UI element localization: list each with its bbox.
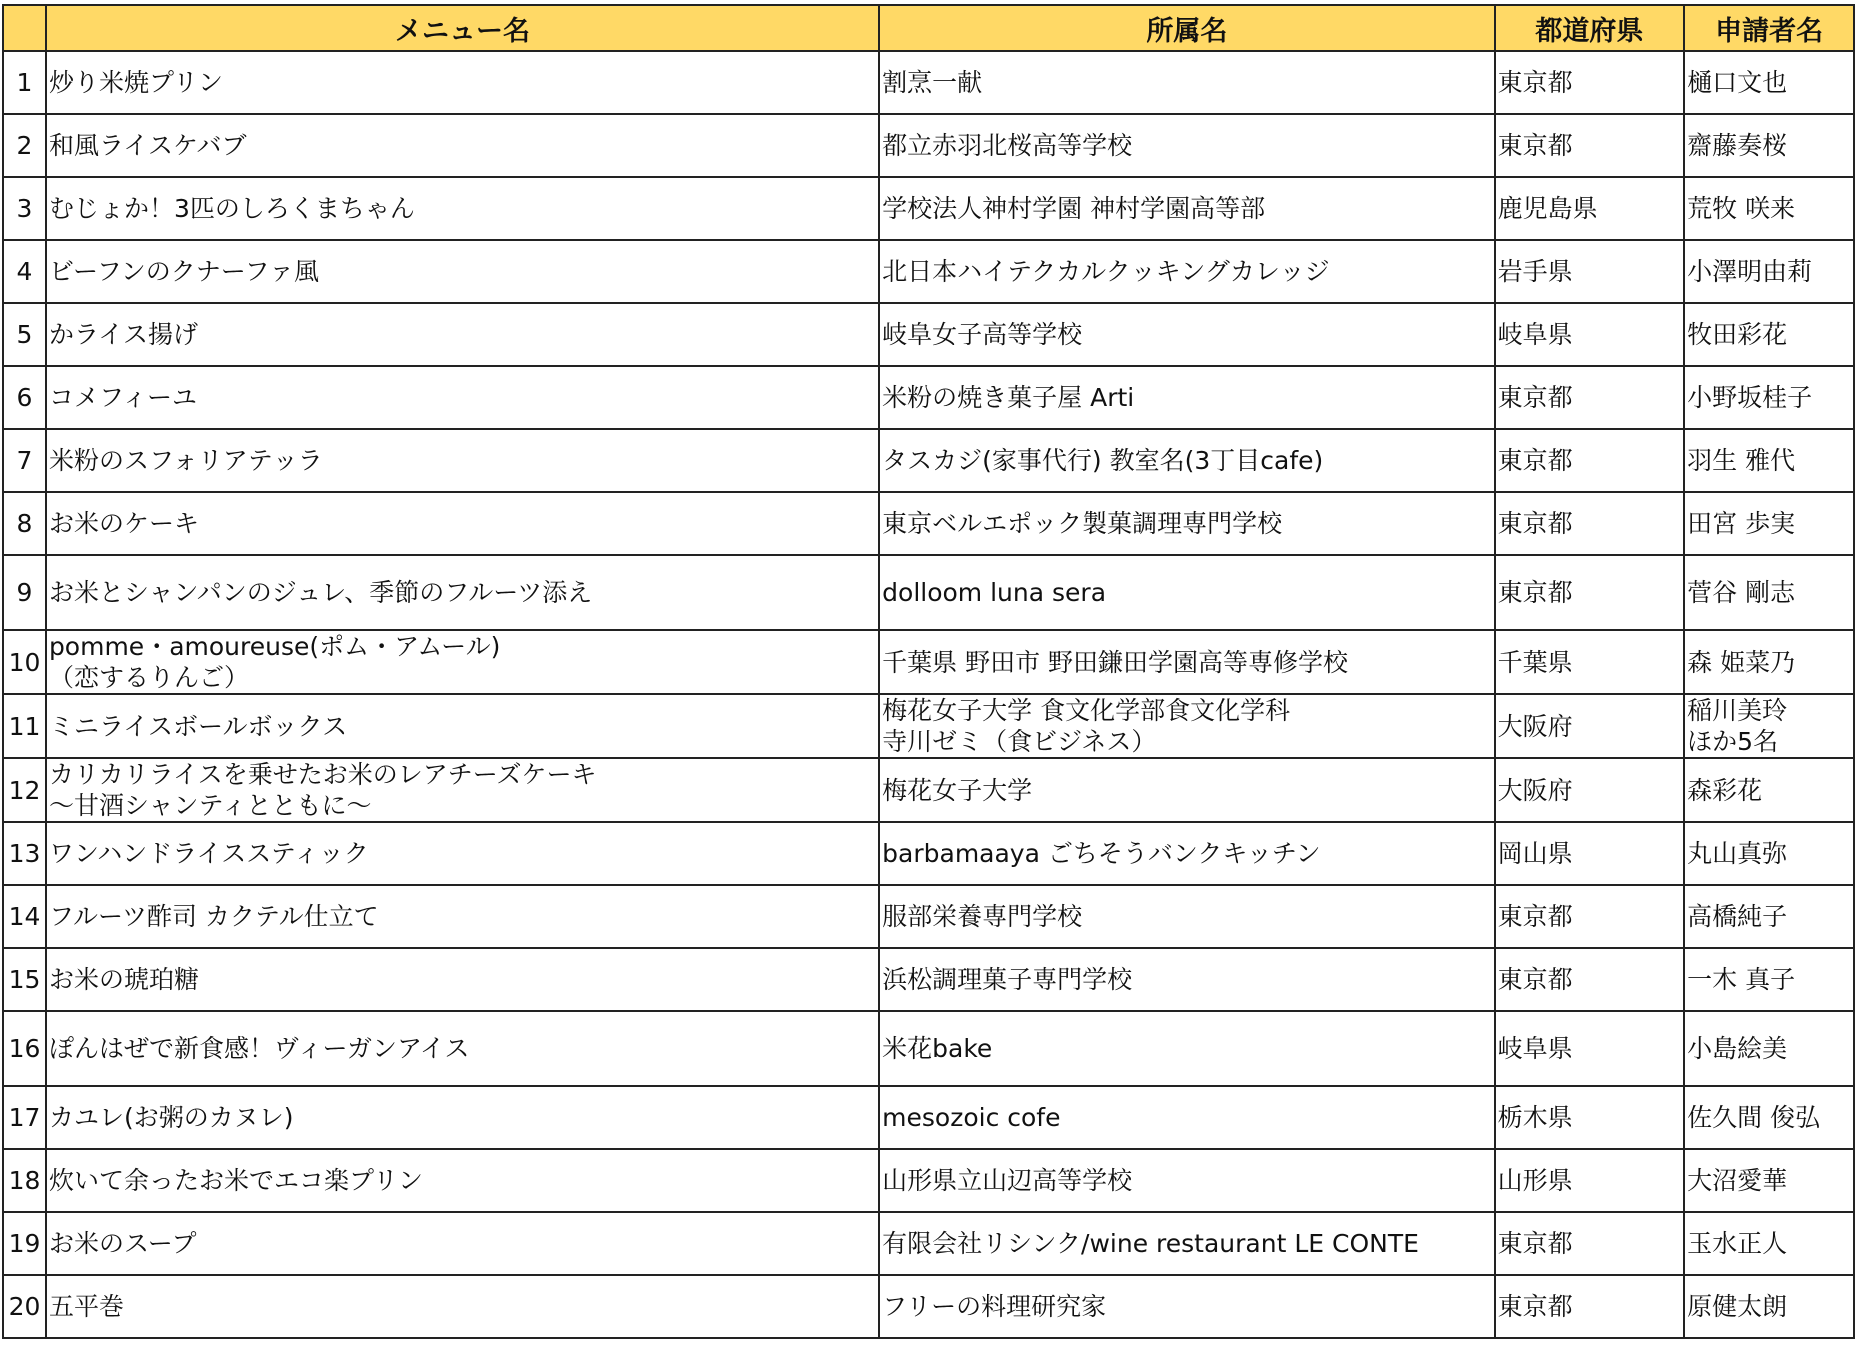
prefecture-cell: 東京都 [1495, 114, 1685, 177]
prefecture-cell: 東京都 [1495, 492, 1685, 555]
table-row [3, 555, 1854, 630]
prefecture-cell: 千葉県 [1495, 630, 1685, 694]
row-number-cell: 16 [3, 1011, 46, 1086]
table-row [3, 948, 1854, 1011]
row-number-cell: 19 [3, 1212, 46, 1275]
affiliation-cell [879, 114, 1495, 177]
applicant-line: 森 姫菜乃 [1687, 647, 1796, 677]
applicant-cell [1684, 429, 1854, 492]
org-line: フリーの料理研究家 [882, 1292, 1107, 1321]
row-number-cell: 4 [3, 240, 46, 303]
menu-table [2, 4, 1855, 1339]
prefecture-cell: 東京都 [1495, 948, 1685, 1011]
affiliation-cell [879, 1086, 1495, 1149]
row-number-cell: 9 [3, 555, 46, 630]
menu-line: 炒り米焼プリン [48, 68, 223, 97]
row-number-cell: 11 [3, 694, 46, 758]
table-row [3, 429, 1854, 492]
menu-line: お米の琥珀糖 [48, 965, 199, 994]
prefecture-cell: 東京都 [1495, 885, 1685, 948]
applicant-cell [1684, 1149, 1854, 1212]
prefecture-cell: 東京都 [1495, 1275, 1685, 1338]
org-line: 浜松調理菓子専門学校 [882, 965, 1133, 994]
applicant-line: 小澤明由莉 [1687, 257, 1813, 286]
org-line: 梅花女子大学 [882, 775, 1033, 805]
affiliation-cell [879, 303, 1495, 366]
table-row [3, 303, 1854, 366]
table-row [3, 240, 1854, 303]
applicant-line: 森彩花 [1687, 775, 1763, 805]
applicant-cell [1684, 114, 1854, 177]
table-row [3, 114, 1854, 177]
affiliation-cell [879, 51, 1495, 114]
menu-name-cell [46, 114, 879, 177]
menu-name-cell [46, 885, 879, 948]
menu-name-cell [46, 1149, 879, 1212]
menu-name-cell [46, 555, 879, 630]
org-line: 梅花女子大学 食文化学部食文化学科 [882, 696, 1291, 725]
org-line: 山形県立山辺高等学校 [882, 1166, 1133, 1195]
applicant-line: 原健太朗 [1687, 1292, 1788, 1321]
prefecture-cell: 東京都 [1495, 1212, 1685, 1275]
affiliation-cell [879, 630, 1495, 694]
prefecture-cell: 岐阜県 [1495, 303, 1685, 366]
menu-line: かライス揚げ [48, 320, 198, 349]
row-number-cell: 8 [3, 492, 46, 555]
prefecture-cell: 岐阜県 [1495, 1011, 1685, 1086]
table-row [3, 366, 1854, 429]
applicant-cell [1684, 948, 1854, 1011]
menu-name-cell [46, 303, 879, 366]
affiliation-cell [879, 429, 1495, 492]
table-row [3, 51, 1854, 114]
applicant-cell [1684, 51, 1854, 114]
row-number-cell: 17 [3, 1086, 46, 1149]
table-row [3, 492, 1854, 555]
table-body [3, 51, 1854, 1338]
affiliation-cell [879, 1212, 1495, 1275]
org-line: 千葉県 野田市 野田鎌田学園高等専修学校 [882, 647, 1349, 677]
header-applicant: 申請者名 [1684, 5, 1854, 51]
menu-name-cell [46, 1011, 879, 1086]
applicant-line: 荒牧 咲来 [1687, 194, 1796, 223]
menu-name-cell [46, 1086, 879, 1149]
applicant-cell [1684, 630, 1854, 694]
table-row [3, 1149, 1854, 1212]
prefecture-cell: 山形県 [1495, 1149, 1685, 1212]
org-line: 岐阜女子高等学校 [882, 320, 1083, 349]
applicant-cell [1684, 822, 1854, 885]
menu-line: pomme・amoureuse(ポム・アムール) [48, 632, 501, 661]
row-number-cell: 20 [3, 1275, 46, 1338]
applicant-line: 玉水正人 [1687, 1229, 1788, 1258]
menu-line: ～甘酒シャンティとともに～ [48, 791, 372, 820]
table-row [3, 758, 1854, 822]
applicant-line: 高橋純子 [1687, 902, 1788, 931]
applicant-line: 大沼愛華 [1687, 1166, 1788, 1195]
affiliation-cell [879, 240, 1495, 303]
applicant-cell [1684, 555, 1854, 630]
menu-line: ミニライスボールボックス [48, 711, 348, 741]
header-prefecture: 都道府県 [1495, 5, 1685, 51]
affiliation-cell [879, 1275, 1495, 1338]
org-line: 北日本ハイテクカルクッキングカレッジ [882, 257, 1330, 286]
prefecture-cell: 岡山県 [1495, 822, 1685, 885]
applicant-line: 樋口文也 [1687, 68, 1788, 97]
table-row [3, 630, 1854, 694]
prefecture-cell: 大阪府 [1495, 758, 1685, 822]
org-line: 学校法人神村学園 神村学園高等部 [882, 194, 1266, 223]
org-line: タスカジ(家事代行) 教室名(3丁目cafe) [882, 446, 1324, 475]
affiliation-cell [879, 555, 1495, 630]
row-number-cell: 12 [3, 758, 46, 822]
applicant-cell [1684, 885, 1854, 948]
affiliation-cell [879, 694, 1495, 758]
applicant-line: 羽生 雅代 [1687, 446, 1796, 475]
menu-name-cell [46, 177, 879, 240]
applicant-cell [1684, 177, 1854, 240]
menu-name-cell [46, 758, 879, 822]
row-number-cell: 5 [3, 303, 46, 366]
prefecture-cell: 栃木県 [1495, 1086, 1685, 1149]
applicant-cell [1684, 1086, 1854, 1149]
org-line: 都立赤羽北桜高等学校 [882, 131, 1133, 160]
prefecture-cell: 東京都 [1495, 366, 1685, 429]
applicant-line: 丸山真弥 [1687, 839, 1788, 868]
affiliation-cell [879, 1149, 1495, 1212]
affiliation-cell [879, 177, 1495, 240]
menu-line: 和風ライスケバブ [48, 131, 247, 160]
applicant-line: 小野坂桂子 [1687, 383, 1813, 412]
menu-name-cell [46, 492, 879, 555]
header-row [3, 5, 1854, 51]
applicant-cell [1684, 758, 1854, 822]
menu-name-cell [46, 948, 879, 1011]
org-line: 有限会社リシンク/wine restaurant LE CONTE [882, 1229, 1419, 1258]
menu-name-cell [46, 822, 879, 885]
table-row [3, 1212, 1854, 1275]
org-line: 服部栄養専門学校 [882, 902, 1083, 931]
menu-line: ワンハンドライススティック [48, 839, 369, 868]
menu-line: お米のケーキ [48, 509, 199, 538]
menu-line: 米粉のスフォリアテッラ [48, 446, 323, 475]
affiliation-cell [879, 822, 1495, 885]
applicant-line: 一木 真子 [1687, 965, 1796, 994]
menu-name-cell [46, 240, 879, 303]
row-number-cell: 3 [3, 177, 46, 240]
org-line: 割烹一献 [882, 68, 983, 97]
applicant-line: 牧田彩花 [1687, 320, 1788, 349]
menu-line: （恋するりんご） [48, 663, 249, 692]
row-number-cell: 15 [3, 948, 46, 1011]
affiliation-cell [879, 885, 1495, 948]
row-number-cell: 6 [3, 366, 46, 429]
prefecture-cell: 岩手県 [1495, 240, 1685, 303]
header-menu-name: メニュー名 [46, 5, 879, 51]
org-line: dolloom luna sera [882, 578, 1107, 607]
row-number-cell: 2 [3, 114, 46, 177]
prefecture-cell: 東京都 [1495, 555, 1685, 630]
org-line: 東京ベルエポック製菓調理専門学校 [882, 509, 1283, 538]
row-number-cell: 18 [3, 1149, 46, 1212]
menu-line: フルーツ酢司 カクテル仕立て [48, 902, 379, 931]
applicant-cell [1684, 1275, 1854, 1338]
header-affiliation: 所属名 [879, 5, 1495, 51]
applicant-cell [1684, 303, 1854, 366]
table-row [3, 694, 1854, 758]
table-row [3, 1275, 1854, 1338]
applicant-cell [1684, 366, 1854, 429]
row-number-cell: 1 [3, 51, 46, 114]
menu-line: お米とシャンパンのジュレ、季節のフルーツ添え [48, 578, 593, 607]
affiliation-cell [879, 366, 1495, 429]
affiliation-cell [879, 758, 1495, 822]
menu-line: お米のスープ [48, 1229, 197, 1258]
org-line: mesozoic cofe [882, 1103, 1061, 1132]
prefecture-cell: 鹿児島県 [1495, 177, 1685, 240]
menu-name-cell [46, 1275, 879, 1338]
table-row [3, 822, 1854, 885]
menu-line: 炊いて余ったお米でエコ楽プリン [48, 1166, 423, 1195]
affiliation-cell [879, 1011, 1495, 1086]
table-row [3, 1011, 1854, 1086]
affiliation-cell [879, 492, 1495, 555]
applicant-line: 齋藤奏桜 [1687, 131, 1788, 160]
table-row [3, 1086, 1854, 1149]
prefecture-cell: 東京都 [1495, 51, 1685, 114]
applicant-line: 稲川美玲 [1687, 696, 1788, 725]
org-line: 寺川ゼミ（食ビジネス） [882, 727, 1157, 756]
applicant-line: ほか5名 [1687, 727, 1779, 756]
applicant-cell [1684, 1011, 1854, 1086]
row-number-cell: 7 [3, 429, 46, 492]
applicant-line: 菅谷 剛志 [1687, 578, 1796, 607]
menu-name-cell [46, 429, 879, 492]
table-row [3, 885, 1854, 948]
menu-line: カユレ(お粥のカヌレ) [48, 1103, 294, 1132]
applicant-line: 田宮 歩実 [1687, 509, 1796, 538]
applicant-cell [1684, 694, 1854, 758]
prefecture-cell: 東京都 [1495, 429, 1685, 492]
menu-name-cell [46, 366, 879, 429]
applicant-cell [1684, 492, 1854, 555]
menu-line: カリカリライスを乗せたお米のレアチーズケーキ [48, 760, 597, 789]
menu-name-cell [46, 694, 879, 758]
menu-line: 五平巻 [48, 1292, 124, 1321]
org-line: 米花bake [882, 1034, 993, 1063]
prefecture-cell: 大阪府 [1495, 694, 1685, 758]
row-number-cell: 13 [3, 822, 46, 885]
header-no [3, 5, 46, 51]
menu-name-cell [46, 1212, 879, 1275]
applicant-line: 小島絵美 [1687, 1034, 1788, 1063]
org-line: 米粉の焼き菓子屋 Arti [882, 383, 1135, 412]
table-row [3, 177, 1854, 240]
menu-line: ビーフンのクナーファ風 [48, 257, 319, 286]
applicant-line: 佐久間 俊弘 [1687, 1103, 1821, 1132]
row-number-cell: 10 [3, 630, 46, 694]
menu-name-cell [46, 51, 879, 114]
menu-line: ぽんはぜで新食感！ヴィーガンアイス [48, 1034, 470, 1063]
affiliation-cell [879, 948, 1495, 1011]
org-line: barbamaaya ごちそうバンクキッチン [882, 839, 1321, 868]
applicant-cell [1684, 1212, 1854, 1275]
menu-line: むじょか！3匹のしろくまちゃん [48, 194, 415, 223]
row-number-cell: 14 [3, 885, 46, 948]
menu-line: コメフィーユ [48, 383, 197, 412]
applicant-cell [1684, 240, 1854, 303]
menu-name-cell [46, 630, 879, 694]
